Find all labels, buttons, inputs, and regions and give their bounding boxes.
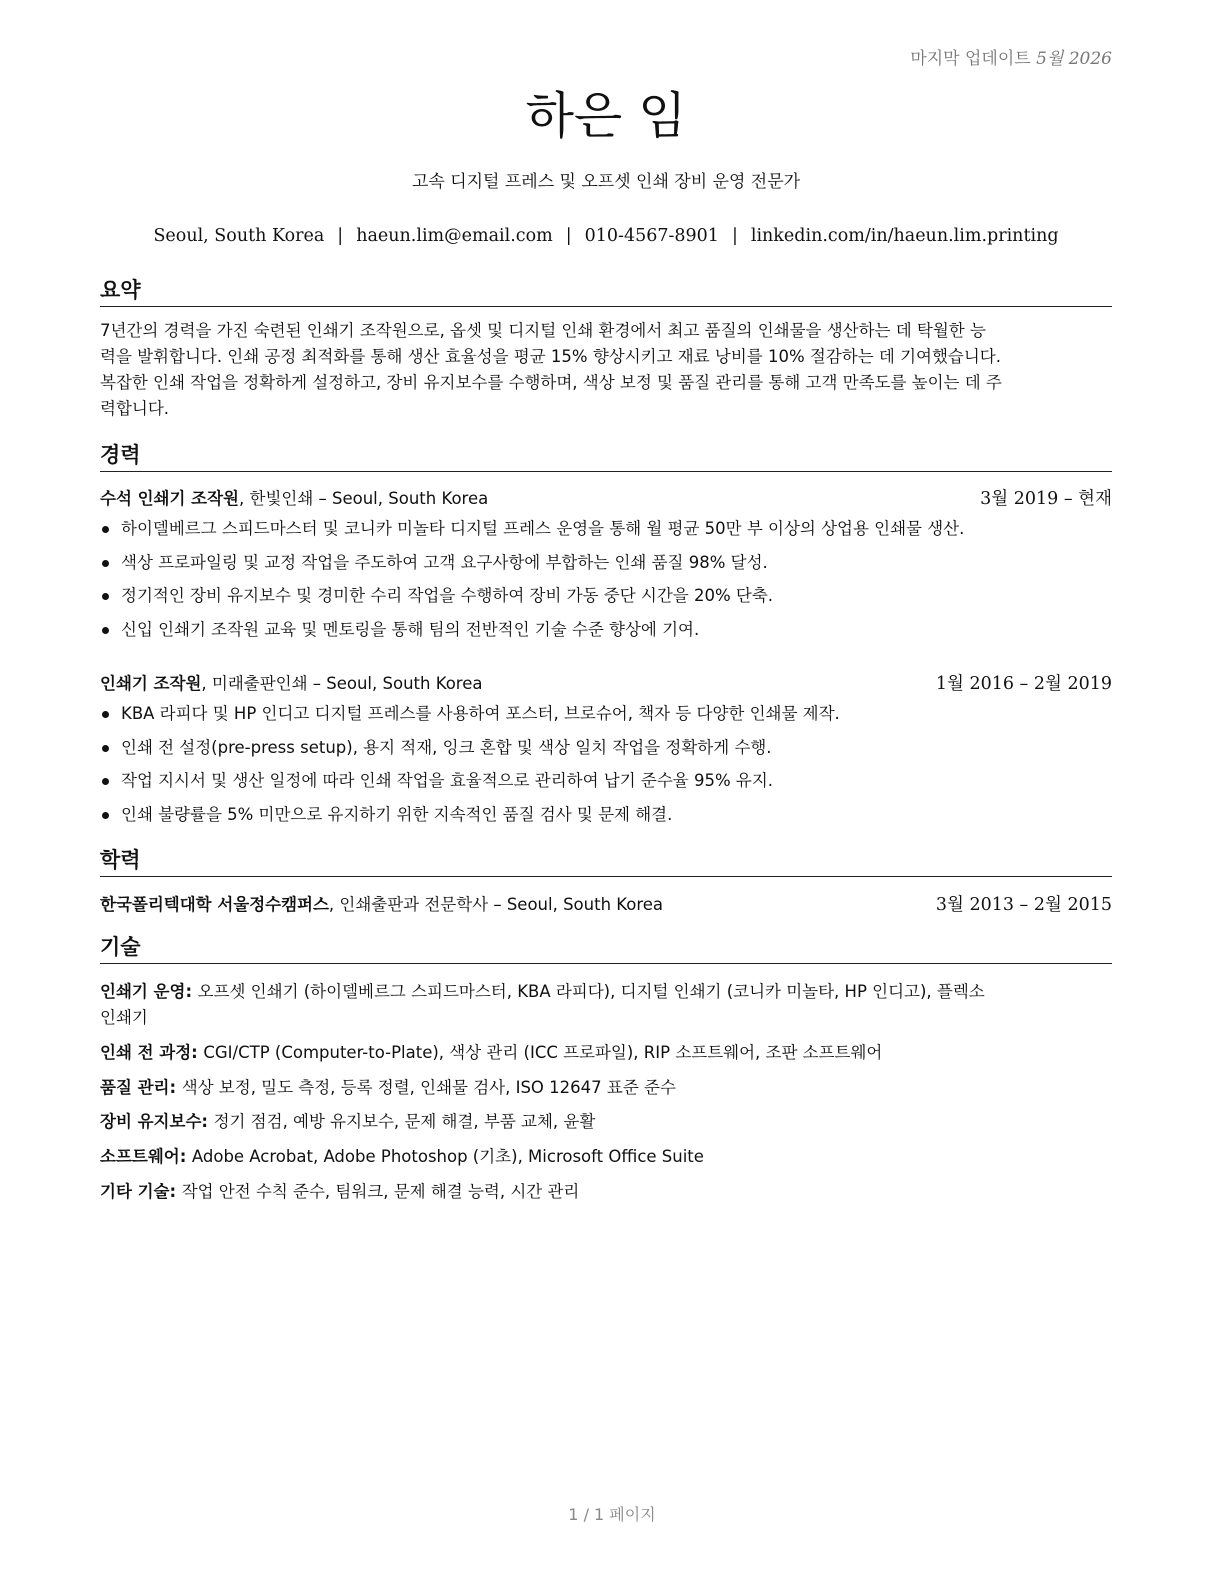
job-date: 1월 2016 – 2월 2019 <box>935 674 1112 694</box>
job-bullet <box>100 735 1112 769</box>
education-entry <box>100 892 1112 918</box>
job-org: , 미래출판인쇄 – Seoul, South Korea <box>201 674 483 693</box>
skill-label: 품질 관리: <box>100 1078 177 1097</box>
education-date: 3월 2013 – 2월 2015 <box>935 895 1112 915</box>
job-org: , 한빛인쇄 – Seoul, South Korea <box>239 489 489 508</box>
candidate-tagline: 고속 디지털 프레스 및 오프셋 인쇄 장비 운영 전문가 <box>411 172 801 192</box>
summary-text <box>100 318 1112 422</box>
job-bullet-text: 인쇄 불량률을 5% 미만으로 유지하기 위한 지속적인 품질 검사 및 문제 해결. <box>121 804 673 824</box>
skill-label: 기타 기술: <box>100 1182 177 1201</box>
job-bullet-text: 하이델베르그 스피드마스터 및 코니카 미놀타 디지털 프레스 운영을 통해 월 평균 50만 부 이상의 상업용 인쇄물 생산. <box>121 519 965 538</box>
job-date: 3월 2019 – 현재 <box>980 489 1112 509</box>
contact-separator: | <box>337 226 344 246</box>
skill-row <box>100 1075 1112 1101</box>
section-title-experience: 경력 <box>100 441 1112 472</box>
job-bullet <box>100 583 1112 617</box>
job-bullet <box>100 550 1112 584</box>
skill-value: Adobe Acrobat, Adobe Photoshop (기초), Microsoft Office Suite <box>191 1147 704 1166</box>
job-bullet <box>100 701 1112 735</box>
skill-label: 장비 유지보수: <box>100 1112 208 1131</box>
bullet-dot <box>102 560 109 567</box>
contact-separator: | <box>731 226 738 246</box>
summary-line: 복잡한 인쇄 작업을 정확하게 설정하고, 장비 유지보수를 수행하며, 색상 보정 및 품질 관리를 통해 고객 만족도를 높이는 데 주 <box>100 373 1002 392</box>
summary-line: 7년간의 경력을 가진 숙련된 인쇄기 조작원으로, 옵셋 및 디지털 인쇄 환경에서 최고 품질의 인쇄물을 생산하는 데 탁월한 능 <box>100 321 986 340</box>
education-detail: , 인쇄출판과 전문학사 – Seoul, South Korea <box>328 895 664 914</box>
job-bullets <box>100 516 1112 650</box>
skill-row <box>100 979 1112 1031</box>
last-updated-month: 5월 <box>1036 49 1064 69</box>
skill-label: 인쇄기 운영: <box>100 982 193 1001</box>
section-title-education: 학력 <box>100 846 1112 877</box>
section-title-skills: 기술 <box>100 933 1112 964</box>
skill-row <box>100 1040 1112 1066</box>
job-bullet-text: 신입 인쇄기 조작원 교육 및 멘토링을 통해 팀의 전반적인 기술 수준 향상에 기여. <box>121 619 700 639</box>
contact-linkedin[interactable]: linkedin.com/in/haeun.lim.printing <box>750 226 1059 246</box>
contact-phone: 010-4567-8901 <box>584 226 719 246</box>
skill-value: CGI/CTP (Computer-to-Plate), 색상 관리 (ICC 프로파일), RIP 소프트웨어, 조판 소프트웨어 <box>203 1043 883 1062</box>
job-bullet-text: 인쇄 전 설정(pre-press setup), 용지 적재, 잉크 혼합 및 색상 일치 작업을 정확하게 수행. <box>121 737 772 757</box>
skill-row <box>100 1144 1112 1170</box>
bullet-dot <box>102 526 109 533</box>
page-indicator: 1 / 1 페이지 <box>568 1505 656 1524</box>
job-bullets <box>100 701 1112 835</box>
skill-value: 오프셋 인쇄기 (하이델베르그 스피드마스터, KBA 라피다), 디지털 인쇄기 (코니카 미놀타, HP 인디고), 플렉소 <box>197 982 985 1001</box>
summary-line: 력합니다. <box>100 399 170 418</box>
job-bullet <box>100 768 1112 802</box>
summary-line: 력을 발휘합니다. 인쇄 공정 최적화를 통해 생산 효율성을 평균 15% 향상시키고 재료 낭비를 10% 절감하는 데 기여했습니다. <box>100 347 1001 366</box>
job-bullet <box>100 802 1112 836</box>
job-bullet-text: 정기적인 장비 유지보수 및 경미한 수리 작업을 수행하여 장비 가동 중단 시간을 20% 단축. <box>121 586 774 605</box>
skill-value: 정기 점검, 예방 유지보수, 문제 해결, 부품 교체, 윤활 <box>213 1112 596 1131</box>
bullet-dot <box>102 745 109 752</box>
job-role: 수석 인쇄기 조작원 <box>100 489 240 508</box>
job-bullet-text: 색상 프로파일링 및 교정 작업을 주도하여 고객 요구사항에 부합하는 인쇄 품질 98% 달성. <box>121 552 768 572</box>
last-updated-year: 2026 <box>1068 49 1112 69</box>
job-header <box>100 486 1112 512</box>
job-bullet <box>100 516 1112 550</box>
education-school: 한국폴리텍대학 서울정수캠퍼스 <box>100 895 329 914</box>
job-bullet-text: 작업 지시서 및 생산 일정에 따라 인쇄 작업을 효율적으로 관리하여 납기 준수율 95% 유지. <box>121 771 774 790</box>
bullet-dot <box>102 778 109 785</box>
skill-value: 색상 보정, 밀도 측정, 등록 정렬, 인쇄물 검사, ISO 12647 표준 준수 <box>181 1078 676 1097</box>
bullet-dot <box>102 627 109 634</box>
job-bullet-text: KBA 라피다 및 HP 인디고 디지털 프레스를 사용하여 포스터, 브로슈어, 책자 등 다양한 인쇄물 제작. <box>121 704 840 723</box>
job-bullet <box>100 617 1112 651</box>
skill-label: 소프트웨어: <box>100 1147 187 1166</box>
contact-location: Seoul, South Korea <box>153 226 325 246</box>
skill-value: 작업 안전 수칙 준수, 팀워크, 문제 해결 능력, 시간 관리 <box>181 1182 580 1201</box>
job-role: 인쇄기 조작원 <box>100 674 202 693</box>
contact-line <box>100 224 1112 248</box>
contact-separator: | <box>565 226 572 246</box>
skill-value-continued: 인쇄기 <box>100 1008 148 1027</box>
job-header <box>100 671 1112 697</box>
bullet-dot <box>102 711 109 718</box>
skill-label: 인쇄 전 과정: <box>100 1043 198 1062</box>
skill-row <box>100 1179 1112 1205</box>
section-title-summary: 요약 <box>100 276 1112 307</box>
bullet-dot <box>102 593 109 600</box>
bullet-dot <box>102 812 109 819</box>
last-updated <box>910 44 1112 69</box>
contact-email[interactable]: haeun.lim@email.com <box>356 226 553 246</box>
skill-row <box>100 1109 1112 1135</box>
candidate-name: 하은 임 <box>525 87 687 145</box>
last-updated-label: 마지막 업데이트 <box>910 49 1031 69</box>
